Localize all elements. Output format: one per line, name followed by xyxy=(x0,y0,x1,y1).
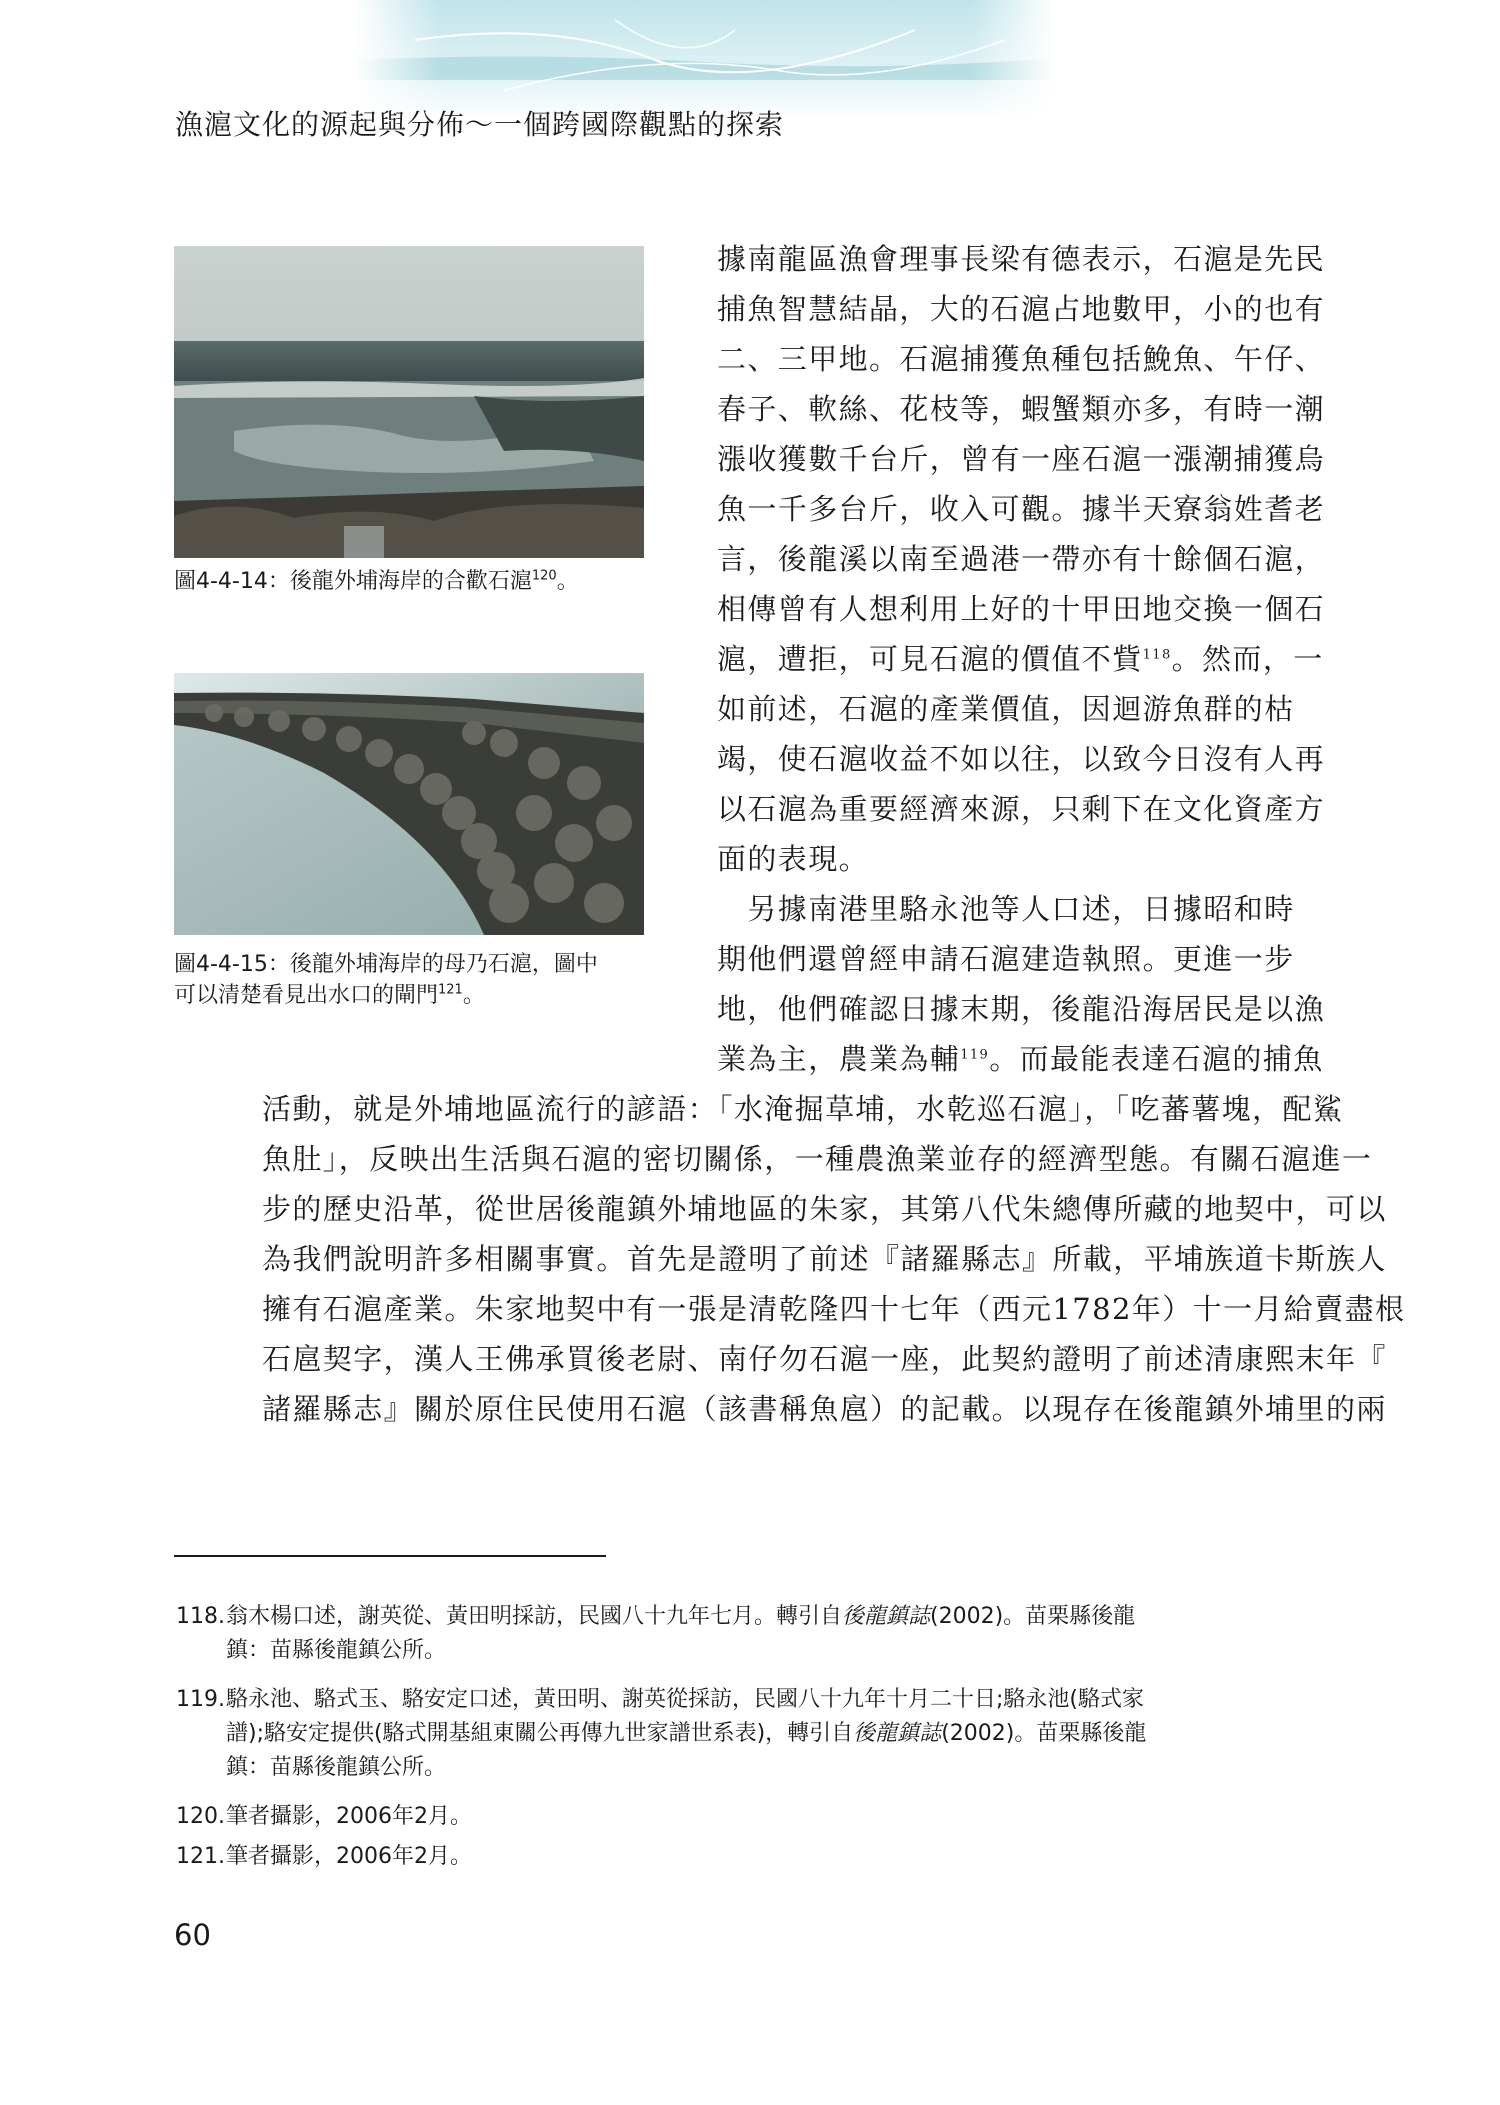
body-line: 期他們還曾經申請石滬建造執照。更進一步 xyxy=(717,942,1295,976)
body-line: 擁有石滬產業。朱家地契中有一張是清乾隆四十七年（西元1782年）十一月給賣盡根 xyxy=(262,1292,1406,1326)
body-line: 面的表現。 xyxy=(717,842,870,876)
body-line: 石扈契字，漢人王佛承買後老尉、南仔勿石滬一座，此契約證明了前述清康熙末年『 xyxy=(262,1342,1387,1376)
footnote-118 xyxy=(176,1600,1280,1668)
body-line: 竭，使石滬收益不如以往，以致今日沒有人再 xyxy=(717,742,1326,776)
figure-caption-1-tail: 。 xyxy=(556,569,579,594)
figure-caption-2-text: 可以清楚看見出水口的閘門 xyxy=(174,983,439,1008)
body-line: 相傳曾有人想利用上好的十甲田地交換一個石 xyxy=(717,592,1326,626)
footnote-text: (2002)。苗栗縣後龍 xyxy=(930,1604,1136,1629)
figure-photo-tidal-weir-2 xyxy=(174,673,644,935)
body-line: 為我們說明許多相關事實。首先是證明了前述『諸羅縣志』所載，平埔族道卡斯族人 xyxy=(262,1242,1387,1276)
body-line: 如前述，石滬的產業價值，因迴游魚群的枯 xyxy=(717,692,1295,726)
body-line: 以石滬為重要經濟來源，只剩下在文化資產方 xyxy=(717,792,1326,826)
running-title: 漁滬文化的源起與分佈～一個跨國際觀點的探索 xyxy=(175,108,785,141)
figure-caption-2-line2 xyxy=(174,980,654,1011)
footnote-number: 120. xyxy=(176,1804,225,1829)
body-line: 步的歷史沿革，從世居後龍鎮外埔地區的朱家，其第八代朱總傳所藏的地契中，可以 xyxy=(262,1192,1387,1226)
body-line: 言，後龍溪以南至過港一帶亦有十餘個石滬， xyxy=(717,542,1326,576)
body-line: 捕魚智慧結晶，大的石滬占地數甲，小的也有 xyxy=(717,292,1326,326)
body-line: 諸羅縣志』關於原住民使用石滬（該書稱魚扈）的記載。以現存在後龍鎮外埔里的兩 xyxy=(262,1392,1387,1426)
body-text: 滬，遭拒，可見石滬的價值不貲 xyxy=(717,642,1143,676)
footnote-text: 筆者攝影，2006年2月。 xyxy=(226,1844,472,1869)
footnote-book-title: 後龍鎮誌 xyxy=(842,1604,931,1629)
body-line: 地，他們確認日據末期，後龍沿海居民是以漁 xyxy=(717,992,1326,1026)
body-line: 魚肚」，反映出生活與石滬的密切關係，一種農漁業並存的經濟型態。有關石滬進一 xyxy=(262,1142,1373,1176)
figure-caption-2-line1: 圖4-4-15：後龍外埔海岸的母乃石滬，圖中 xyxy=(174,952,598,977)
body-text: 。而最能表達石滬的捕魚 xyxy=(989,1042,1324,1076)
footnote-text: (2002)。苗栗縣後龍 xyxy=(941,1721,1147,1746)
footnote-line xyxy=(176,1683,1280,1717)
footnote-text: 翁木楊口述，謝英從、黃田明採訪，民國八十九年七月。轉引自 xyxy=(226,1604,843,1629)
figure-caption-1-label: 圖4-4-14：後龍外埔海岸的合歡石滬 xyxy=(174,569,532,594)
body-text: 業為主，農業為輔 xyxy=(717,1042,961,1076)
footnote-ref-118[interactable]: 118 xyxy=(1142,647,1172,663)
footnote-number: 119. xyxy=(176,1687,225,1712)
footnote-line: 鎮：苗縣後龍鎮公所。 xyxy=(226,1638,447,1663)
figure-caption-2-tail: 。 xyxy=(462,983,485,1008)
footnote-line xyxy=(176,1600,1280,1634)
body-line: 二、三甲地。石滬捕獲魚種包括鮸魚、午仔、 xyxy=(717,342,1326,376)
figure-caption-2 xyxy=(174,949,654,1011)
figure-caption-1 xyxy=(174,566,654,597)
figure-caption-2-ref: 121 xyxy=(438,982,463,998)
footnote-book-title: 後龍鎮誌 xyxy=(853,1721,942,1746)
footnote-text: 筆者攝影，2006年2月。 xyxy=(226,1804,472,1829)
figure-photo-tidal-weir-1 xyxy=(174,246,644,558)
body-line: 魚一千多台斤，收入可觀。據半天寮翁姓耆老 xyxy=(717,492,1326,526)
body-line: 據南龍區漁會理事長梁有德表示，石滬是先民 xyxy=(717,242,1326,276)
footnote-120 xyxy=(176,1800,1280,1834)
footnote-number: 118. xyxy=(176,1604,225,1629)
footnote-text: 譜);駱安定提供(駱式開基組東關公再傳九世家譜世系表)，轉引自 xyxy=(226,1721,854,1746)
footnote-ref-119[interactable]: 119 xyxy=(960,1047,990,1063)
footnote-text: 駱永池、駱式玉、駱安定口述，黃田明、謝英從採訪，民國八十九年十月二十日;駱永池(駱式家 xyxy=(226,1687,1144,1712)
footnote-121 xyxy=(176,1840,1280,1874)
footnote-119 xyxy=(176,1683,1280,1785)
footnote-line xyxy=(176,1717,1280,1751)
body-line: 活動，就是外埔地區流行的諺語：「水淹掘草埔，水乾巡石滬」，「吃蕃薯塊，配鯊 xyxy=(262,1092,1344,1126)
page-number: 60 xyxy=(174,1918,211,1952)
body-line: 漲收獲數千台斤，曾有一座石滬一漲潮捕獲烏 xyxy=(717,442,1326,476)
body-line: 春子、軟絲、花枝等，蝦蟹類亦多，有時一潮 xyxy=(717,392,1326,426)
footnote-number: 121. xyxy=(176,1844,225,1869)
body-line-with-footnote xyxy=(717,634,1324,684)
figure-caption-1-ref: 120 xyxy=(531,568,557,584)
body-line: 另據南港里駱永池等人口述，日據昭和時 xyxy=(717,892,1295,926)
body-text: 。然而，一 xyxy=(1171,642,1324,676)
body-line-with-footnote xyxy=(717,1034,1324,1084)
header-banner-image xyxy=(355,0,1055,120)
footnote-separator xyxy=(174,1555,606,1557)
footnote-line: 鎮：苗縣後龍鎮公所。 xyxy=(226,1755,447,1780)
